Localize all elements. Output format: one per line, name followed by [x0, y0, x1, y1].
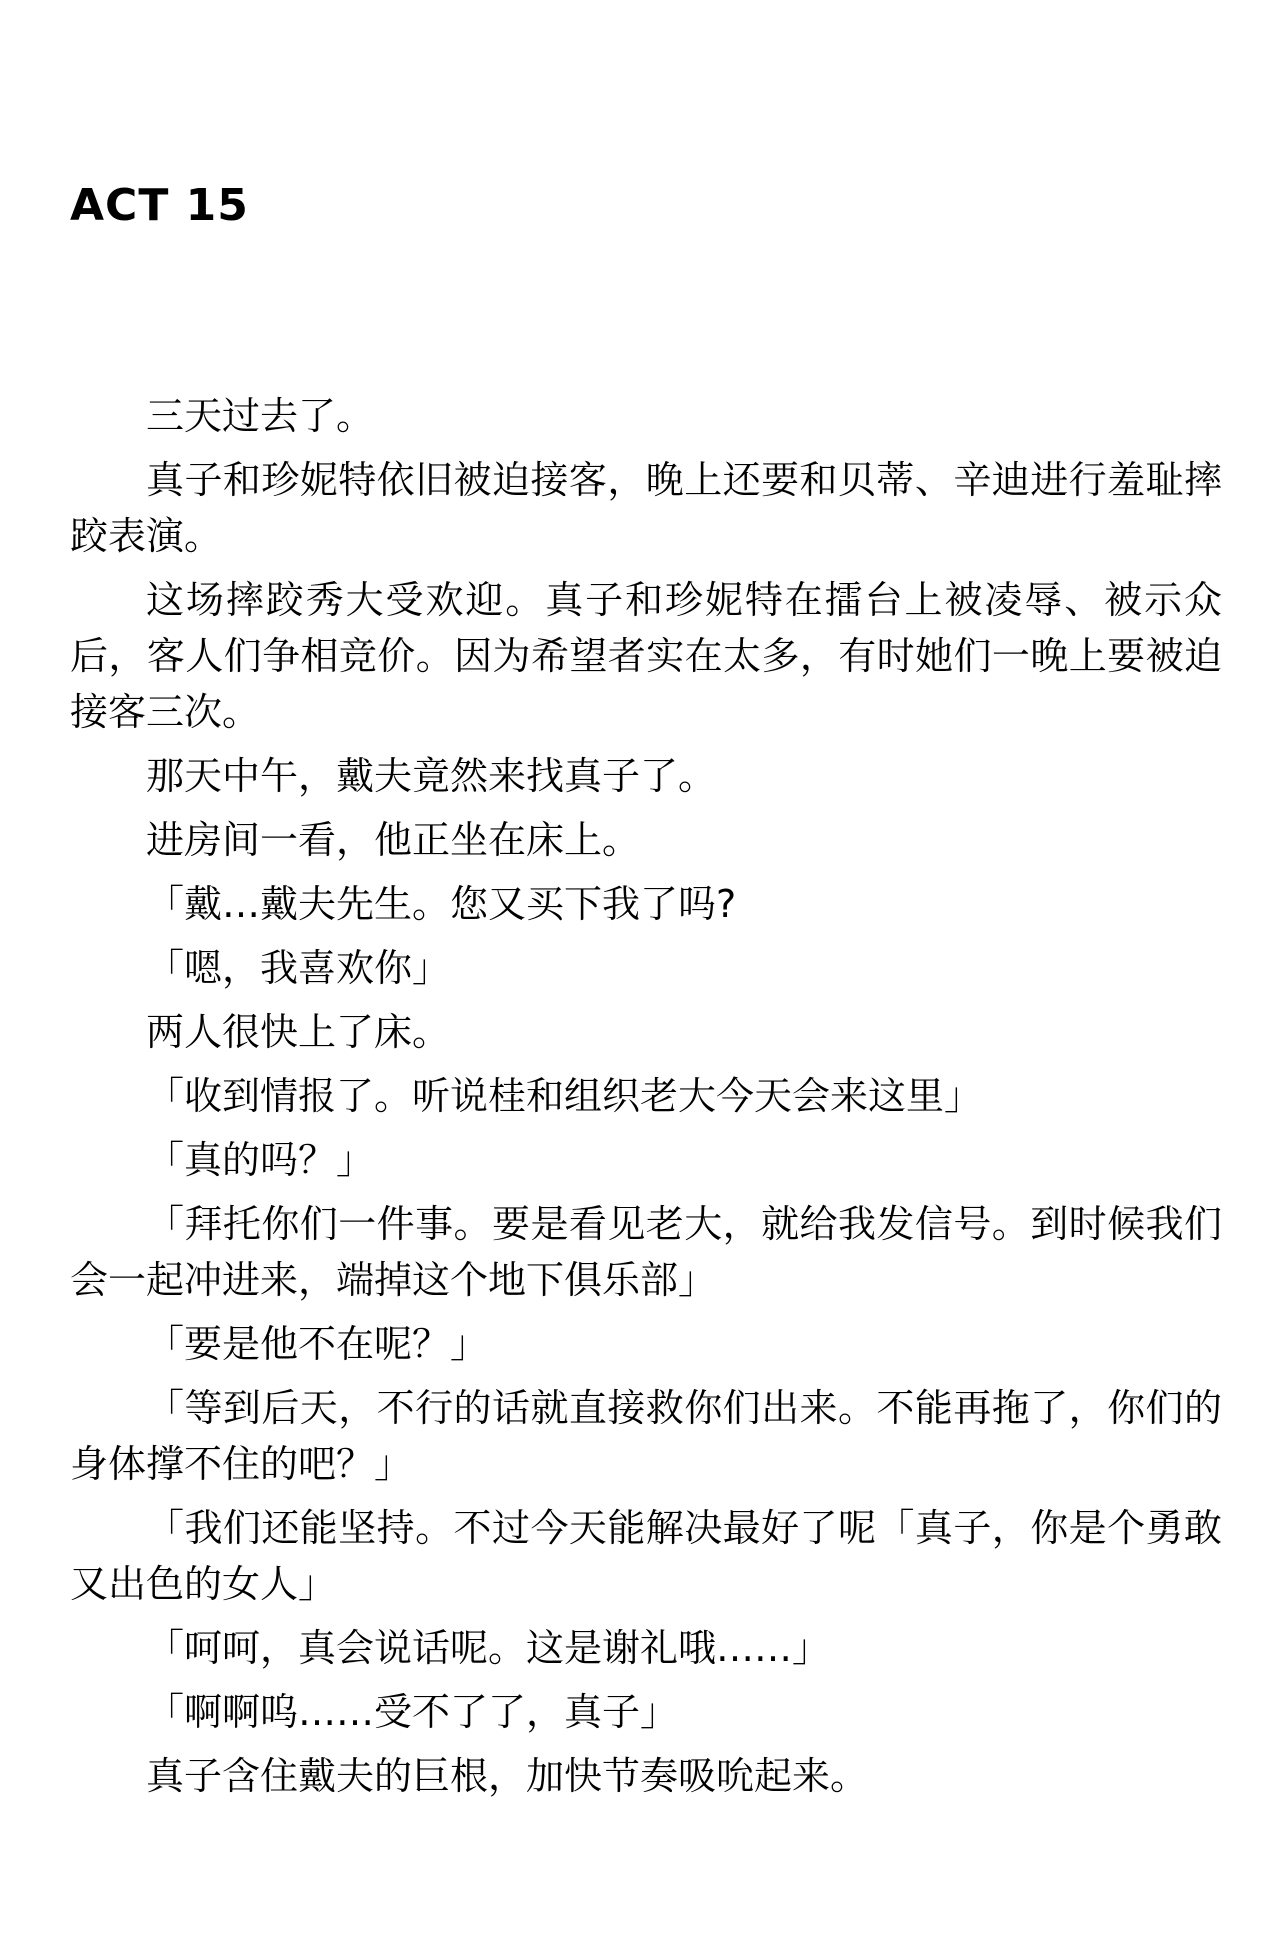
- paragraph: 「要是他不在呢？」: [146, 1322, 489, 1366]
- chapter-title: ACT 15: [70, 180, 249, 231]
- paragraph: 这场摔跤秀大受欢迎。真子和珍妮特在擂台上被凌辱、被示众后，客人们争相竞价。因为希望者实在太多，有时她们一晚上要被迫接客三次。: [70, 578, 1222, 734]
- paragraph: 「拜托你们一件事。要是看见老大，就给我发信号。到时候我们会一起冲进来，端掉这个地下俱乐部」: [70, 1202, 1222, 1302]
- paragraph: 「等到后天，不行的话就直接救你们出来。不能再拖了，你们的身体撑不住的吧？」: [70, 1386, 1222, 1486]
- chapter-body: [70, 388, 1222, 1812]
- paragraph: 「真的吗？」: [146, 1138, 375, 1182]
- paragraph: 真子和珍妮特依旧被迫接客，晚上还要和贝蒂、辛迪进行羞耻摔跤表演。: [70, 458, 1222, 558]
- paragraph: 「戴…戴夫先生。您又买下我了吗?: [146, 882, 737, 926]
- paragraph: 「啊啊呜……受不了了，真子」: [146, 1690, 679, 1734]
- paragraph: 真子含住戴夫的巨根，加快节奏吸吮起来。: [146, 1754, 869, 1798]
- paragraph: 那天中午，戴夫竟然来找真子了。: [146, 754, 717, 798]
- paragraph: 「我们还能坚持。不过今天能解决最好了呢「真子，你是个勇敢又出色的女人」: [70, 1506, 1222, 1606]
- paragraph: 进房间一看，他正坐在床上。: [146, 818, 641, 862]
- paragraph: 「嗯，我喜欢你」: [146, 946, 451, 990]
- paragraph: 「呵呵，真会说话呢。这是谢礼哦……」: [146, 1626, 831, 1670]
- paragraph: 两人很快上了床。: [146, 1010, 451, 1054]
- paragraph: 三天过去了。: [146, 394, 375, 438]
- paragraph: 「收到情报了。听说桂和组织老大今天会来这里」: [146, 1074, 983, 1118]
